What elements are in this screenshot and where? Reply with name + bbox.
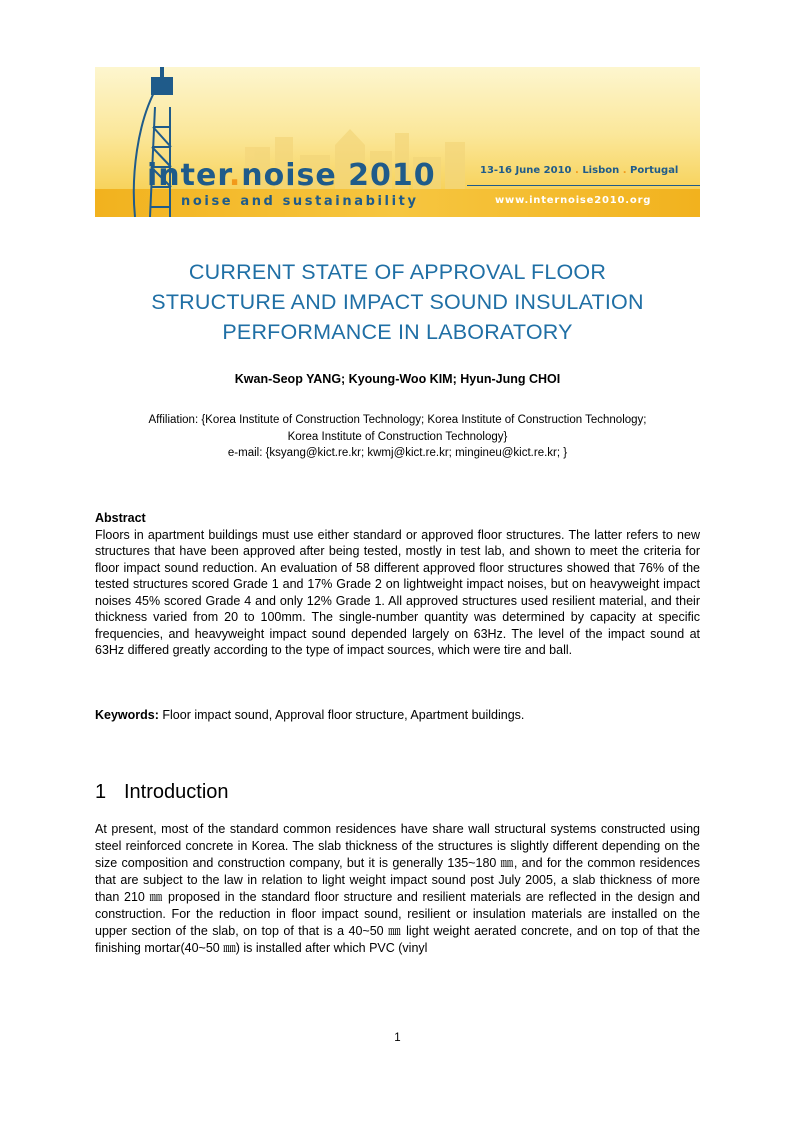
affiliation-block	[95, 412, 700, 462]
tower-antenna	[160, 67, 164, 78]
keywords-text: Floor impact sound, Approval floor structure, Apartment buildings.	[162, 708, 525, 722]
introduction-paragraph: At present, most of the standard common residences have share wall structural systems constructed using steel reinforced concrete in Korea. The slab thickness of the structures is slightly different depending on the size composition and construction company, but it is generally 135~180 ㎜, and for the common residences that are subject to the law in relation to light weight impact sound post July 2005, a slab thickness of more than 210 ㎜ proposed in the standard floor structure and resilient materials are reflected in the design and construction. For the reduction in floor impact sound, resilient or insulation materials are installed on the upper section of the slab, on top of that is a 40~50 ㎜ light weight aerated concrete, and on top of that the finishing mortar(40~50 ㎜) is installed after which PVC (vinyl	[95, 822, 700, 955]
tower-top	[151, 77, 173, 95]
affiliation-line: Korea Institute of Construction Technology}	[287, 430, 508, 443]
title-line: STRUCTURE AND IMPACT SOUND INSULATION	[151, 290, 644, 314]
conference-logo: inter.noise 2010	[147, 158, 436, 193]
paper-authors: Kwan-Seop YANG; Kyoung-Woo KIM; Hyun-Jung CHOI	[234, 372, 561, 386]
keywords-label: Keywords:	[95, 708, 159, 722]
title-line: PERFORMANCE IN LABORATORY	[222, 320, 573, 344]
section-heading	[95, 781, 700, 804]
abstract-text: Floors in apartment buildings must use either standard or approved floor structures. The latter refers to new structures that have been approved after being tested, mostly in test lab, and shown to meet the criteria for floor impact sound reduction. An evaluation of 58 different approved floor structures showed that 76% of the tested structures scored Grade 1 and 17% Grade 2 on lightweight impact noises, but on heavyweight impact noises 45% scored Grade 4 and only 12% Grade 1. All approved structures used resilient material, and their thickness varied from 20 to 100mm. The single-number quantity was determined by capacity at specific frequencies, and heavyweight impact sound depended largely on 63Hz. The level of the impact sound at 63Hz differed greatly according to the type of impact sources, which were tire and ball.	[95, 527, 700, 657]
section-title: Introduction	[124, 781, 229, 803]
abstract-section	[95, 510, 700, 659]
conference-tagline: noise and sustainability	[181, 194, 419, 209]
banner-divider	[467, 185, 700, 186]
tower-graphic	[134, 87, 171, 217]
affiliation-line: Affiliation: {Korea Institute of Construction Technology; Korea Institute of Construction Technology;	[148, 414, 647, 426]
page-number: 1	[394, 1032, 401, 1044]
conference-url[interactable]: www.internoise2010.org	[495, 195, 652, 206]
conference-banner	[95, 67, 700, 217]
paper-title	[95, 257, 700, 347]
section-number: 1	[95, 781, 107, 803]
title-line: CURRENT STATE OF APPROVAL FLOOR	[188, 260, 607, 284]
conference-dates-location: 13-16 June 2010 . Lisbon . Portugal	[480, 165, 679, 176]
email-line: e-mail: {ksyang@kict.re.kr; kwmj@kict.re.kr; mingineu@kict.re.kr; }	[227, 447, 568, 459]
abstract-heading: Abstract	[95, 511, 146, 525]
keywords-line	[95, 707, 700, 724]
